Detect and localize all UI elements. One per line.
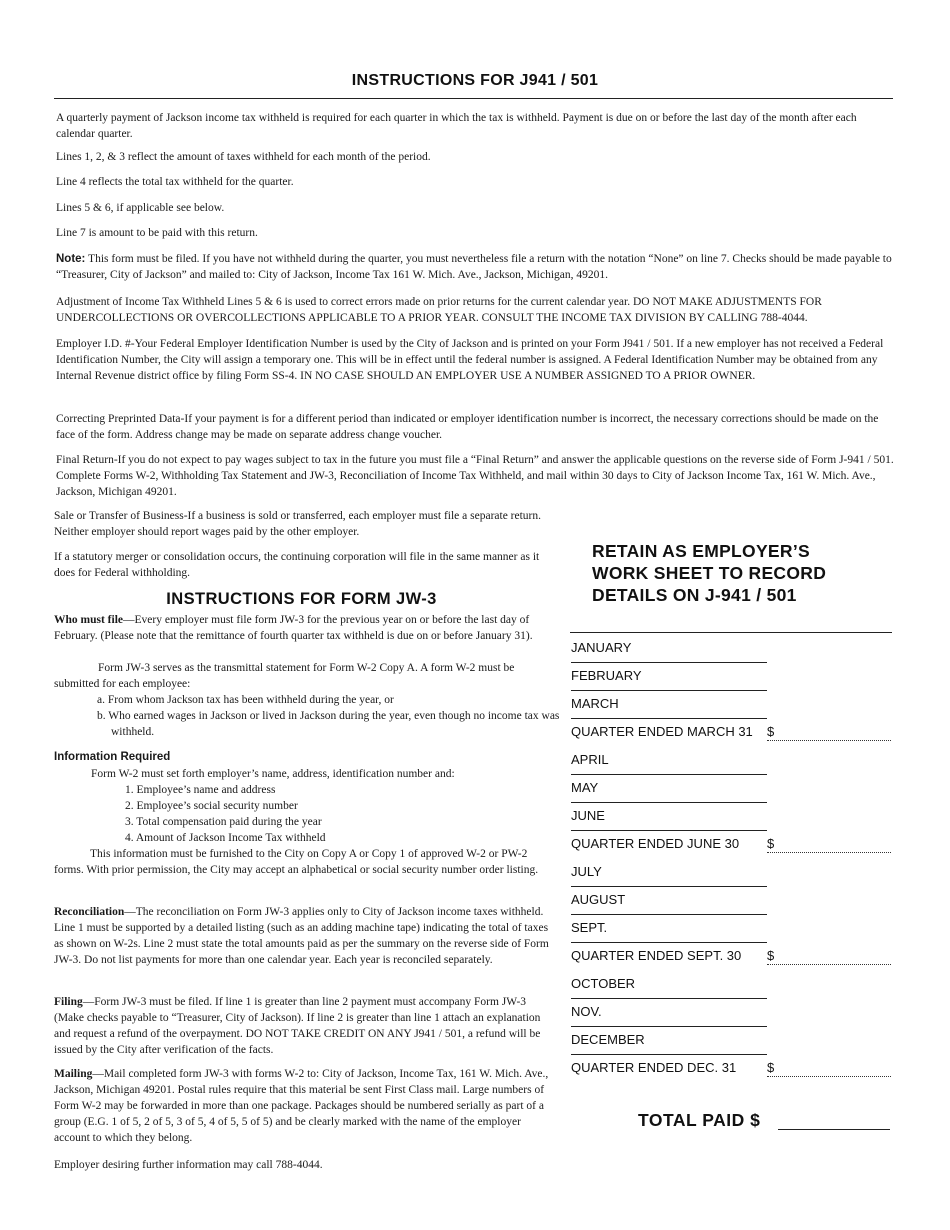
- worksheet-row-august[interactable]: AUGUST: [571, 886, 767, 915]
- quarter-2-dollar: $: [767, 836, 775, 851]
- worksheet-quarter-4[interactable]: [571, 1054, 891, 1082]
- worksheet-row-june[interactable]: JUNE: [571, 802, 767, 831]
- further-info-paragraph: Employer desiring further information may call 788-4044.: [54, 1159, 323, 1171]
- quarter-3-amount-line: [767, 964, 891, 965]
- worksheet-title-line-2: WORK SHEET TO RECORD: [592, 563, 827, 583]
- worksheet-divider: [570, 632, 892, 633]
- worksheet-quarter-2[interactable]: [571, 830, 891, 858]
- info-item-4: 4. Amount of Jackson Income Tax withheld: [125, 832, 326, 844]
- title-divider: [54, 98, 893, 99]
- worksheet-row-april[interactable]: APRIL: [571, 746, 767, 775]
- quarter-4-label: QUARTER ENDED DEC. 31: [571, 1060, 737, 1075]
- worksheet-row-january[interactable]: JANUARY: [571, 634, 767, 663]
- worksheet-row-march[interactable]: MARCH: [571, 690, 767, 719]
- info-item-2: 2. Employee’s social security number: [125, 800, 298, 812]
- filing-label: Filing: [54, 996, 83, 1008]
- quarter-1-amount-line: [767, 740, 891, 741]
- worksheet-row-december[interactable]: DECEMBER: [571, 1026, 767, 1055]
- correcting-data-paragraph: Correcting Preprinted Data-If your payment is for a different period than indicated or employer identification number is incorrect, the necessary corrections should be made on the face of the form. Address change may be made on separate address change voucher.: [56, 413, 879, 441]
- quarter-2-amount-line: [767, 852, 891, 853]
- who-must-file-paragraph: [54, 612, 549, 644]
- employer-id-paragraph: Employer I.D. #-Your Federal Employer Identification Number is used by the City of Jackson and is printed on your Form J941 / 501. If a new employer has not received a Federal Identification Number, the City will assign a temporary one. This will be in effect until the federal number is assigned. A Federal Identification Number may be obtained from any Internal Revenue district office by filing Form SS-4. IN NO CASE SHOULD AN EMPLOYER USE A NUMBER ASSIGNED TO A PRIOR OWNER.: [56, 338, 884, 382]
- mailing-paragraph: [54, 1066, 549, 1146]
- who-item-b: b. Who earned wages in Jackson or lived in Jackson during the year, even though no income tax was withheld.: [97, 710, 560, 738]
- final-return-paragraph: Final Return-If you do not expect to pay wages subject to tax in the future you must file a “Final Return” and answer the applicable questions on the reverse side of Form J-941 / 501. Complete Forms W-2, Withholding Tax Statement and JW-3, Reconciliation of Income Tax Withheld, and mail within 30 days to City of Jackson Income Tax, 161 W. Mich. Ave., Jackson, Michigan 49201.: [56, 454, 894, 498]
- transmittal-paragraph: Form JW-3 serves as the transmittal statement for Form W-2 Copy A. A form W-2 must be submitted for each employee:: [54, 662, 515, 690]
- line-4-paragraph: Line 4 reflects the total tax withheld for the quarter.: [56, 176, 294, 188]
- jw3-section-title: INSTRUCTIONS FOR FORM JW-3: [166, 590, 437, 608]
- information-required-label: Information Required: [54, 751, 171, 763]
- worksheet-row-july[interactable]: JULY: [571, 858, 767, 887]
- adjustment-paragraph: Adjustment of Income Tax Withheld Lines 5 & 6 is used to correct errors made on prior returns for the current calendar year. DO NOT MAKE ADJUSTMENTS FOR UNDERCOLLECTIONS OR OVERCOLLECTIONS APPLICABLE TO A PRIOR YEAR. CONSULT THE INCOME TAX DIVISION BY CALLING 788-4044.: [56, 296, 822, 324]
- sale-transfer-paragraph: Sale or Transfer of Business-If a business is sold or transferred, each employer must file a separate return. Neither employer should report wages paid by the other employer.: [54, 510, 542, 538]
- page-title: INSTRUCTIONS FOR J941 / 501: [351, 72, 599, 89]
- reconciliation-paragraph: [54, 904, 549, 968]
- quarterly-payment-paragraph: A quarterly payment of Jackson income tax withheld is required for each quarter in which the tax is withheld. Payment is due on or before the last day of the month after each calendar quarter.: [56, 112, 857, 140]
- reconciliation-label: Reconciliation: [54, 906, 125, 918]
- note-text: This form must be filed. If you have not withheld during the quarter, you must nevertheless file a return with the notation “None” on line 7. Checks should be made payable to “Treasurer, City of Jackson” and mailed to: City of Jackson, Income Tax 161 W. Mich. Ave., Jackson, Michigan, 49201.: [56, 253, 892, 281]
- worksheet-quarter-1[interactable]: [571, 718, 891, 746]
- worksheet-row-october[interactable]: OCTOBER: [571, 970, 767, 999]
- information-intro: Form W-2 must set forth employer’s name, address, identification number and:: [91, 768, 455, 780]
- quarter-4-dollar: $: [767, 1060, 775, 1075]
- filing-paragraph: [54, 994, 549, 1058]
- quarter-4-amount-line: [767, 1076, 891, 1077]
- worksheet-title-line-1: RETAIN AS EMPLOYER’S: [592, 541, 810, 561]
- note-label: Note:: [56, 253, 86, 265]
- worksheet-row-february[interactable]: FEBRUARY: [571, 662, 767, 691]
- information-outro: This information must be furnished to the City on Copy A or Copy 1 of approved W-2 or PW-2 forms. With prior permission, the City may accept an alphabetical or social security number order listing.: [54, 848, 539, 876]
- reconciliation-text: —The reconciliation on Form JW-3 applies only to City of Jackson income taxes withheld. Line 1 must be supported by a detailed listing (such as an adding machine tape) indicating the total of taxes as shown on W-2s. Line 2 must state the total amounts paid as per the summary on the reverse side of Form JW-3. Do not list payments for more than one calendar year. Each year is reconciled separately.: [54, 906, 549, 966]
- worksheet-row-may[interactable]: MAY: [571, 774, 767, 803]
- filing-text: —Form JW-3 must be filed. If line 1 is greater than line 2 payment must accompany Form JW-3 (Make checks payable to “Treasurer, City of Jackson). If line 2 is greater than line 1 attach an explanation and request a refund of the overpayment. DO NOT TAKE CREDIT ON ANY J941 / 501, a refund will be issued by the City after verification of the facts.: [54, 996, 541, 1056]
- lines-1-3-paragraph: Lines 1, 2, & 3 reflect the amount of taxes withheld for each month of the period.: [56, 151, 431, 163]
- quarter-1-dollar: $: [767, 724, 775, 739]
- worksheet-quarter-3[interactable]: [571, 942, 891, 970]
- who-item-a: a. From whom Jackson tax has been withheld during the year, or: [97, 694, 394, 706]
- note-paragraph: [56, 251, 894, 283]
- lines-5-6-paragraph: Lines 5 & 6, if applicable see below.: [56, 202, 225, 214]
- quarter-2-label: QUARTER ENDED JUNE 30: [571, 836, 740, 851]
- info-item-1: 1. Employee’s name and address: [125, 784, 276, 796]
- worksheet-row-september[interactable]: SEPT.: [571, 914, 767, 943]
- quarter-3-label: QUARTER ENDED SEPT. 30: [571, 948, 742, 963]
- total-paid-label: TOTAL PAID $: [638, 1110, 761, 1130]
- who-must-file-text: —Every employer must file form JW-3 for the previous year on or before the last day of February. (Please note that the remittance of fourth quarter tax withheld is due on or before January 31).: [54, 614, 533, 642]
- mailing-label: Mailing: [54, 1068, 93, 1080]
- worksheet-row-november[interactable]: NOV.: [571, 998, 767, 1027]
- quarter-3-dollar: $: [767, 948, 775, 963]
- worksheet-title-line-3: DETAILS ON J-941 / 501: [592, 585, 797, 605]
- total-paid-input-line[interactable]: [778, 1129, 890, 1130]
- worksheet-title: [592, 540, 892, 606]
- line-7-paragraph: Line 7 is amount to be paid with this return.: [56, 227, 258, 239]
- info-item-3: 3. Total compensation paid during the year: [125, 816, 322, 828]
- merger-paragraph: If a statutory merger or consolidation occurs, the continuing corporation will file in the same manner as it does for Federal withholding.: [54, 551, 540, 579]
- quarter-1-label: QUARTER ENDED MARCH 31: [571, 724, 753, 739]
- mailing-text: —Mail completed form JW-3 with forms W-2 to: City of Jackson, Income Tax, 161 W. Mich. Ave., Jackson, Michigan 49201. Postal rules require that this material be sent First Class mail. Large numbers of Form W-2 may be forwarded in more than one package. Packages should be numbered serially as part of a group (E.G. 1 of 5, 2 of 5, 3 of 5, 4 of 5, 5 of 5) and be clearly marked with the name of the employer account to which they belong.: [54, 1068, 549, 1144]
- who-must-file-label: Who must file: [54, 614, 123, 626]
